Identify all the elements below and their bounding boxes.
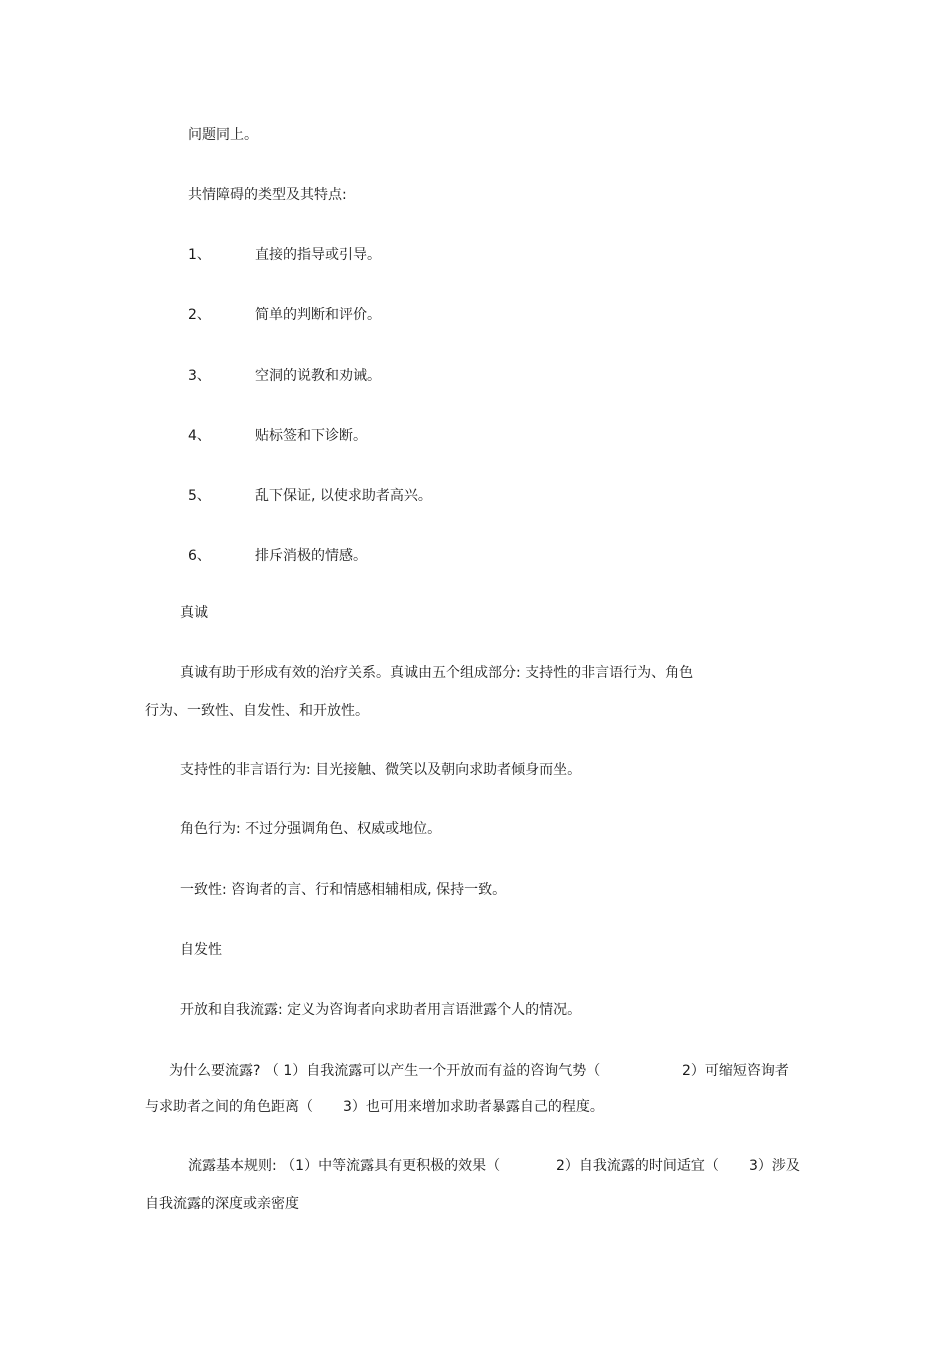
paragraph-rules-line2: 自我流露的深度或亲密度 [145,1196,299,1212]
list-number: 2、 [188,307,211,323]
list-number: 4、 [188,428,211,444]
list-number: 6、 [188,548,211,564]
heading-genuineness: 真诚 [180,605,208,621]
paragraph-genuineness-line2: 行为、一致性、自发性、和开放性。 [145,703,369,719]
paragraph-role-behavior: 角色行为: 不过分强调角色、权威或地位。 [180,821,442,837]
list-text: 排斥消极的情感。 [255,548,367,564]
paragraph-why-disclose-line1a: 为什么要流露? （ 1）自我流露可以产生一个开放而有益的咨询气势（ [169,1063,601,1079]
list-number: 1、 [188,247,211,263]
paragraph-why-disclose-line1b: 2）可缩短咨询者 [682,1063,789,1079]
list-number: 5、 [188,488,211,504]
paragraph-why-disclose-line2b: 3）也可用来增加求助者暴露自己的程度。 [343,1099,604,1115]
paragraph-nonverbal: 支持性的非言语行为: 目光接触、微笑以及朝向求助者倾身而坐。 [180,762,582,778]
list-number: 3、 [188,368,211,384]
heading-spontaneity: 自发性 [180,942,222,958]
list-text: 乱下保证, 以使求助者高兴。 [255,488,432,504]
paragraph-same-question: 问题同上。 [188,127,258,143]
list-text: 简单的判断和评价。 [255,307,381,323]
list-text: 直接的指导或引导。 [255,247,381,263]
list-text: 空洞的说教和劝诫。 [255,368,381,384]
paragraph-rules-line1a: 流露基本规则: （1）中等流露具有更积极的效果（ [188,1158,501,1174]
paragraph-genuineness-line1: 真诚有助于形成有效的治疗关系。真诚由五个组成部分: 支持性的非言语行为、角色 [180,665,694,681]
heading-empathy-obstacles: 共情障碍的类型及其特点: [188,187,347,203]
paragraph-rules-line1b: 2）自我流露的时间适宜（ [556,1158,719,1174]
paragraph-rules-line1c: 3）涉及 [749,1158,800,1174]
paragraph-consistency: 一致性: 咨询者的言、行和情感相辅相成, 保持一致。 [180,882,507,898]
paragraph-why-disclose-line2a: 与求助者之间的角色距离（ [145,1099,313,1115]
paragraph-self-disclosure: 开放和自我流露: 定义为咨询者向求助者用言语泄露个人的情况。 [180,1002,582,1018]
list-text: 贴标签和下诊断。 [255,428,367,444]
